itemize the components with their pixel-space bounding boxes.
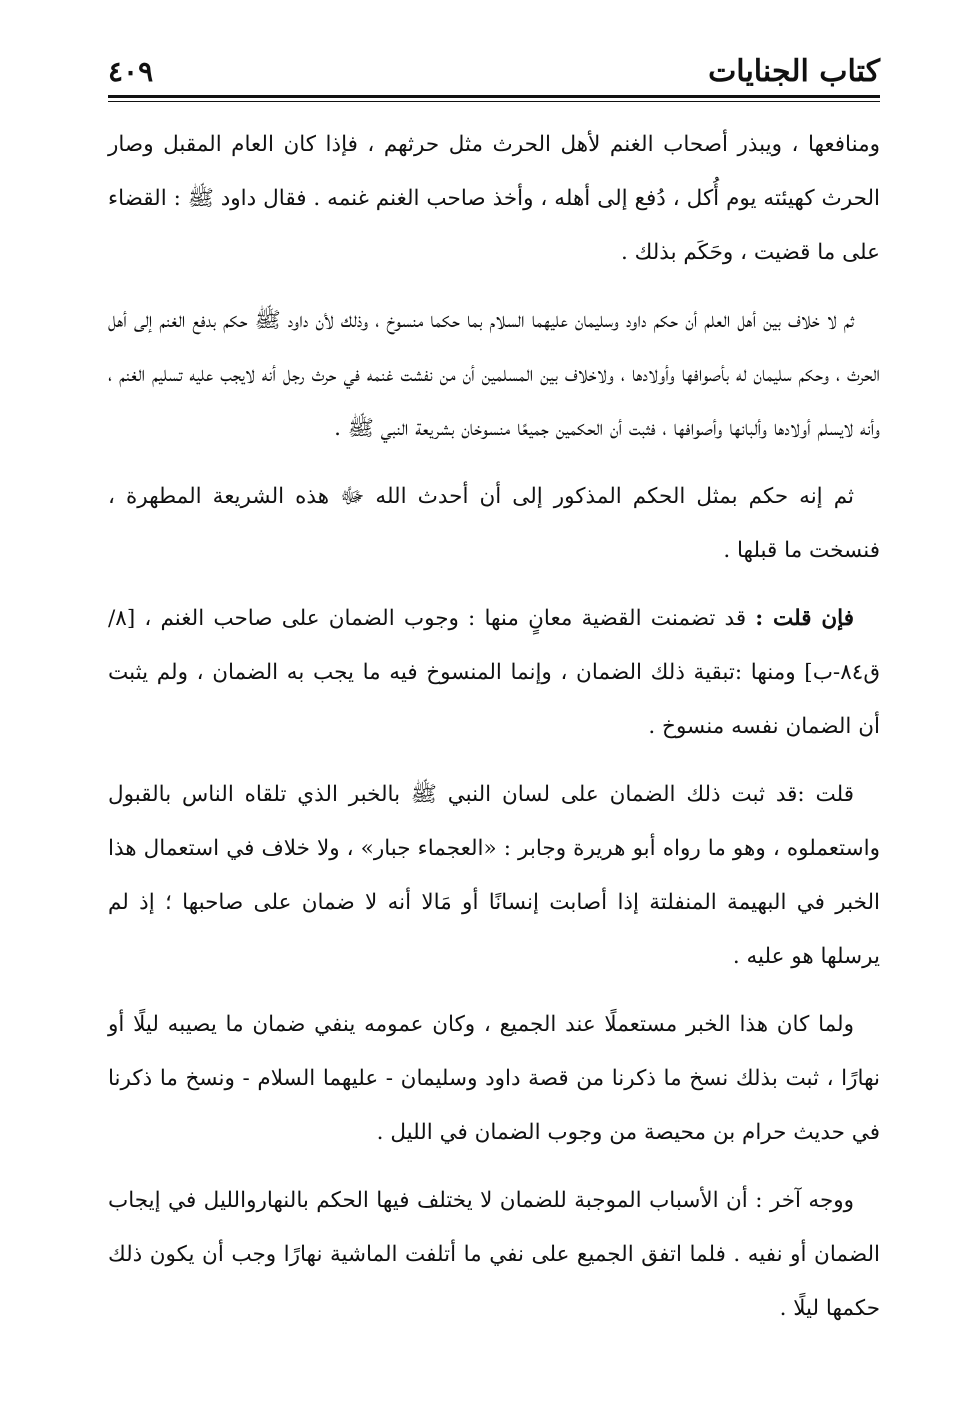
paragraph-4-lead: فإن قلت :	[755, 606, 854, 631]
page-header	[108, 52, 880, 92]
paragraph-2: ثم لا خلاف بين أهل العلم أن حكم داود وسليمان عليهما السلام بما حكما منسوخ ، وذلك لأن داود ﷺ حكم بدفع الغنم إلى أهل الحرث ، وحكم سليمان له بأصوافها وأولادها ، ولاخلاف بين المسلمين أن من نفشت غنمه في حرث رجل أنه لايجب عليه تسليم الغنم ، وأنه لايسلم أولادها وألبانها وأصوافها ، فثبت أن الحكمين جميعًا منسوخان بشريعة النبي ﷺ .	[108, 308, 880, 441]
paragraph-4	[108, 592, 880, 754]
paragraph-6: ولما كان هذا الخبر مستعملًا عند الجميع ، وكان عمومه ينفي ضمان ما يصيبه ليلًا أو نهارًا ، ثبت بذلك نسخ ما ذكرنا من قصة داود وسليمان - عليهما السلام - ونسخ ما ذكرنا في حديث حرام بن محيصة من وجوب الضمان في الليل .	[108, 1012, 880, 1145]
page-body	[108, 118, 880, 1350]
paragraph-5: قلت :قد ثبت ذلك الضمان على لسان النبي ﷺ بالخبر الذي تلقاه الناس بالقبول واستعملوه ، وهو ما رواه أبو هريرة وجابر : «العجماء جبار» ، ولا خلاف في استعمال هذا الخبر في البهيمة المنفلتة إذا أصابت إنسانًا أو مَالا أنه لا ضمان على صاحبها ؛ إذ لم يرسلها هو عليه .	[108, 782, 880, 969]
page-number: ٤٠٩	[108, 55, 154, 88]
paragraph-7: ووجه آخر : أن الأسباب الموجبة للضمان لا يختلف فيها الحكم بالنهاروالليل في إيجاب الضمان أو نفيه . فلما اتفق الجميع على نفي ما أتلفت الماشية نهارًا وجب أن يكون ذلك حكمها ليلًا .	[108, 1188, 880, 1321]
header-rule-thick	[108, 95, 880, 98]
running-title: كتاب الجنايات	[708, 54, 880, 89]
paragraph-4-text: قد تضمنت القضية معانٍ منها : وجوب الضمان على صاحب الغنم ، [٨/ ق٨٤-ب] ومنها :تبقية ذلك الضمان ، وإنما المنسوخ فيه ما يجب به الضمان ، ولم يثبت أن الضمان نفسه منسوخ .	[108, 606, 880, 739]
paragraph-3: ثم إنه حكم بمثل الحكم المذكور إلى أن أحدث الله ﷻ هذه الشريعة المطهرة ، فنسخت ما قبلها .	[108, 484, 880, 563]
paragraph-1: ومنافعها ، ويبذر أصحاب الغنم لأهل الحرث مثل حرثهم ، فإذا كان العام المقبل وصار الحرث كهيئته يوم أُكل ، دُفع إلى أهله ، وأخذ صاحب الغنم غنمه . فقال داود ﷺ : القضاء على ما قضيت ، وحَكَم بذلك .	[108, 132, 880, 265]
header-rule-thin	[108, 101, 880, 102]
